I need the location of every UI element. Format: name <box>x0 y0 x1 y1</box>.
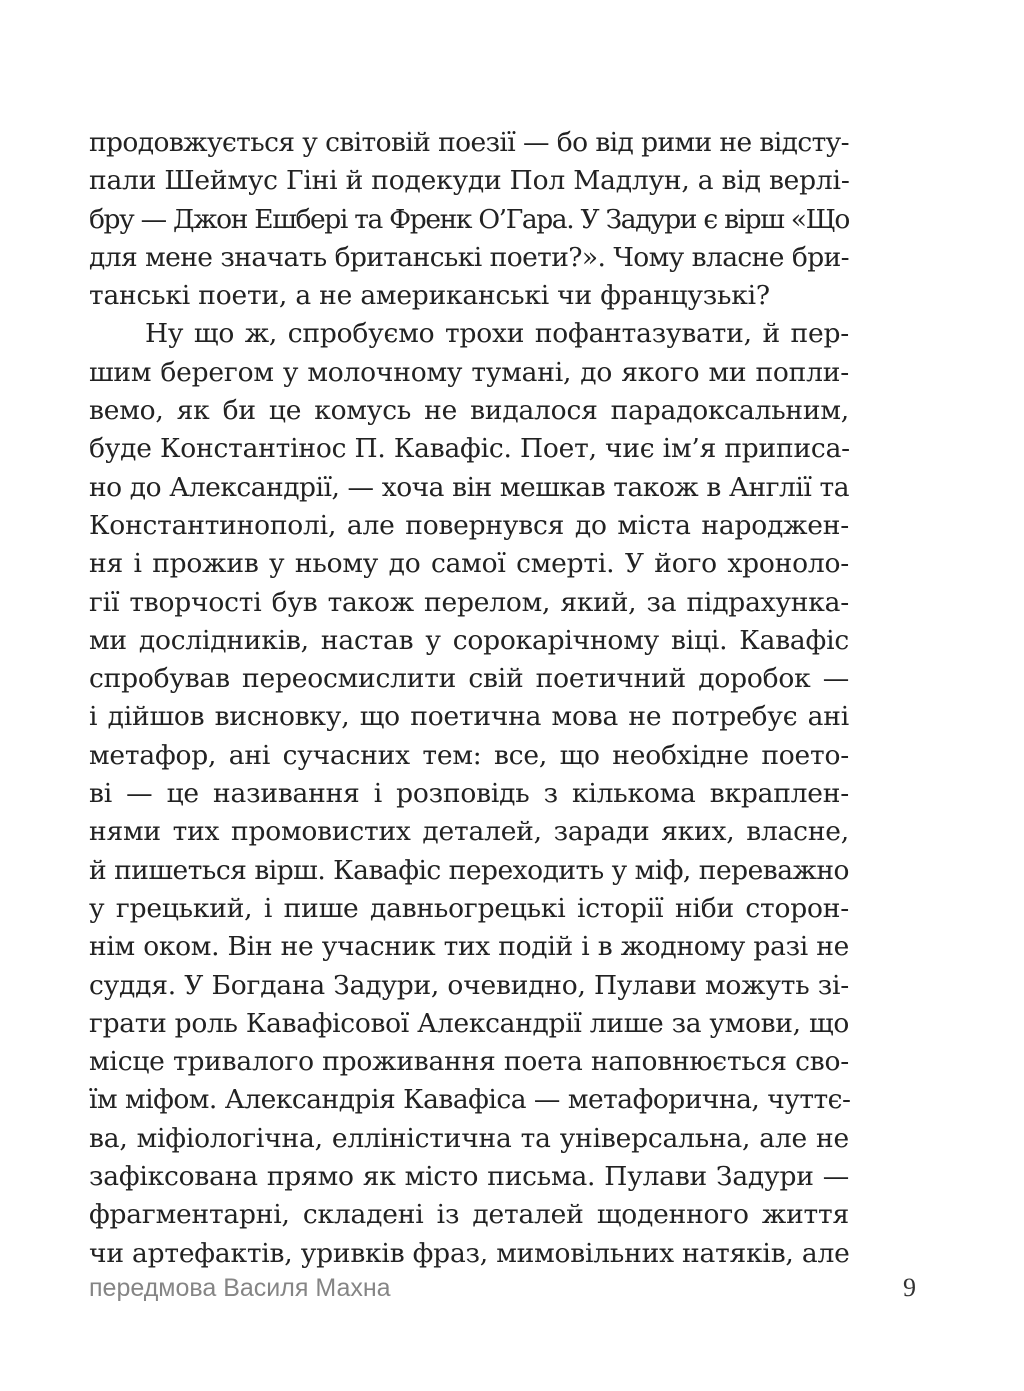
text-line: вемо, як би це комусь не видалося парадоксальним, <box>89 395 849 427</box>
text-line: но до Александрії, — хоча він мешкав також в Англії та <box>89 471 849 503</box>
text-line: і дійшов висновку, що поетична мова не потребує ані <box>89 701 849 733</box>
text-line: їм міфом. Александрія Кавафіса — метафорична, чуттє- <box>89 1084 851 1116</box>
text-line: суддя. У Богдана Задури, очевидно, Пулави можуть зі- <box>89 969 849 1001</box>
text-line: Ну що ж, спробуємо трохи пофантазувати, й пер- <box>145 318 849 350</box>
text-line: спробував переосмислити свій поетичний доробок — <box>89 663 849 695</box>
text-line: пали Шеймус Гіні й подекуди Пол Мадлун, а від верлі- <box>89 165 850 197</box>
text-line: зафіксована прямо як місто письма. Пулави Задури — <box>89 1161 849 1193</box>
page-footer <box>89 1268 916 1308</box>
text-line: ня і прожив у ньому до самої смерті. У його хроноло- <box>89 548 849 580</box>
text-line: грати роль Кавафісової Александрії лише за умови, що <box>89 1007 849 1039</box>
text-line: бру — Джон Ешбері та Френк О’Гара. У Задури є вірш «Що <box>89 203 849 235</box>
text-line: буде Константінос П. Кавафіс. Поет, чиє ім’я приписа- <box>89 433 850 465</box>
text-line: метафор, ані сучасних тем: все, що необхідне поето- <box>89 739 849 771</box>
text-line: у грецький, і пише давньогрецькі історії ніби сторон- <box>89 892 849 924</box>
text-line: нями тих промовистих деталей, заради яких, власне, <box>89 816 849 848</box>
text-line: Константинополі, але повернувся до міста народжен- <box>89 509 849 541</box>
text-line: чи артефактів, уривків фраз, мимовільних натяків, але <box>89 1237 850 1269</box>
text-line: нім оком. Він не учасник тих подій і в жодному разі не <box>89 931 849 963</box>
text-line: ві — це називання і розповідь з кількома вкраплен- <box>89 778 849 810</box>
page-number: 9 <box>903 1273 916 1302</box>
text-line: ва, міфіологічна, елліністична та універсальна, але не <box>89 1122 849 1154</box>
text-line: місце тривалого проживання поета наповнюється сво- <box>89 1046 849 1078</box>
text-line: для мене значать британські поети?». Чому власне бри- <box>89 241 849 273</box>
text-line: й пишеться вірш. Кавафіс переходить у міф, переважно <box>89 854 849 886</box>
body-text <box>89 124 849 1273</box>
running-footer-caption: передмова Василя Махна <box>89 1274 391 1302</box>
text-line: фрагментарні, складені із деталей щоденного життя <box>89 1199 849 1231</box>
text-line: шим берегом у молочному тумані, до якого ми попли- <box>89 356 849 388</box>
text-line: танські поети, а не американські чи французькі? <box>89 280 770 312</box>
text-line: продовжується у світовій поезії — бо від рими не відсту- <box>89 127 849 158</box>
text-line: гії творчості був також перелом, який, за підрахунка- <box>89 586 849 618</box>
text-line: ми дослідників, настав у сорокарічному віці. Кавафіс <box>89 624 849 656</box>
